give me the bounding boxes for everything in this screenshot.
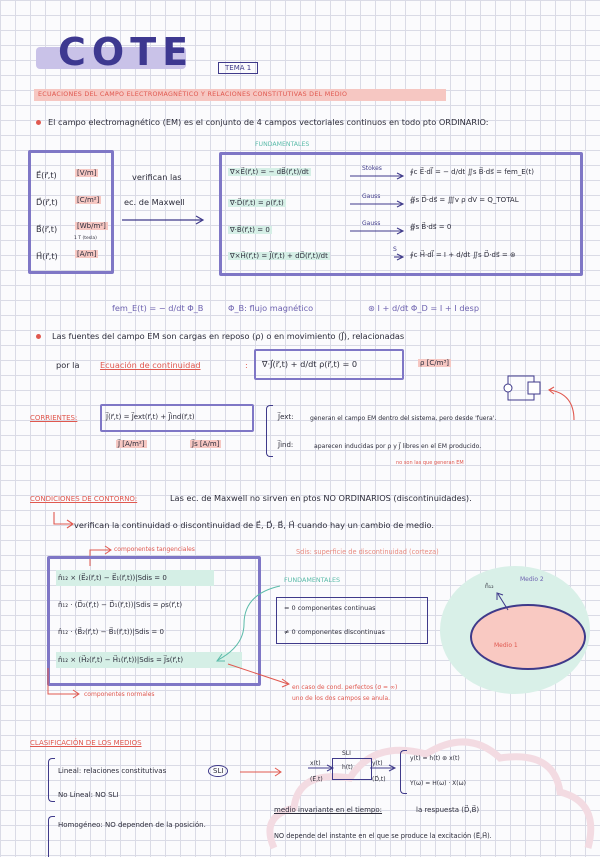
lineal-text: Lineal: relaciones constitutivas — [58, 767, 167, 775]
contorno-text2: verifican la continuidad o discontinuidad de E⃗, D⃗, B⃗, H⃗ cuando hay un cambio de medio. — [74, 520, 434, 530]
medio1-ellipse — [470, 604, 586, 670]
verify-line1: verifican las — [132, 172, 182, 182]
field-h: H⃗(r⃗,t) — [36, 251, 58, 261]
n12-label: n̂₁₂ — [485, 583, 494, 590]
maxwell-thm-3: Gauss — [362, 220, 381, 227]
section-title: ECUACIONES DEL CAMPO ELECTROMAGNÉTICO Y RELACIONES CONSTITUTIVAS DEL MEDIO — [38, 91, 348, 98]
tangential-label: componentes tangenciales — [114, 546, 195, 553]
star-eq: ⊛ I + d/dt Φ_D = I + I desp — [368, 303, 480, 313]
circuit-arrow — [544, 386, 584, 426]
sli-in-sub: (E⃗,t) — [310, 776, 323, 783]
sli-badge: SLI — [208, 765, 228, 777]
jind-text: aparecen inducidas por ρ y J⃗ libres en el EM producido. — [314, 443, 482, 450]
maxwell-diff-4: ∇×H⃗(r⃗,t) = J⃗(r⃗,t) + dD⃗(r⃗,t)/dt — [230, 252, 328, 260]
circuit-icon — [492, 372, 542, 406]
corrientes-label: CORRIENTES: — [30, 414, 78, 422]
bullet-sources — [36, 334, 41, 339]
contorno-label: CONDICIONES DE CONTORNO: — [30, 495, 138, 503]
invariante-text: la respuesta (D⃗,B⃗) — [416, 806, 480, 814]
jind-note: no son las que generan EM — [396, 460, 464, 466]
invariante-label: medio invariante en el tiempo: — [274, 806, 383, 814]
corrientes-brace — [266, 405, 273, 457]
contorno-eq-h: n̂₁₂ × (H⃗₂(r⃗,t) − H⃗₁(r⃗,t))|Sdis = J⃗s(r⃗,t) — [58, 656, 184, 664]
field-d: D⃗(r⃗,t) — [36, 197, 58, 207]
contorno-eq-e: n̂₁₂ × (E⃗₂(r⃗,t) − E⃗₁(r⃗,t))|Sdis = 0 — [58, 574, 167, 582]
maxwell-diff-1: ∇×E⃗(r⃗,t) = − dB⃗(r⃗,t)/dt — [230, 168, 309, 176]
corrientes-eq: J⃗(r⃗,t) = J⃗ext(r⃗,t) + J⃗ind(r⃗,t) — [106, 413, 195, 421]
rho-unit: ρ [C/m³] — [420, 359, 450, 367]
jext-label: J⃗ext: — [278, 413, 294, 421]
js-unit: J⃗s [A/m] — [192, 440, 220, 448]
maxwell-int-4: ∮c H⃗·dl⃗ = I + d/dt ∬s D⃗·ds⃗ = ⊛ — [410, 251, 516, 259]
sources-line1: Las fuentes del campo EM son cargas en reposo (ρ) o en movimiento (J⃗), relacionadas — [52, 331, 405, 341]
maxwell-fund-label: FUNDAMENTALES — [255, 141, 310, 148]
maxwell-thm-2: Gauss — [362, 193, 381, 200]
sources-line2-pre: por la — [56, 360, 80, 370]
medio2-label: Medio 2 — [520, 576, 544, 583]
jind-label: J⃗ind: — [278, 441, 294, 449]
maxwell-diff-2: ∇·D⃗(r⃗,t) = ρ(r⃗,t) — [230, 199, 284, 207]
jext-text: generan el campo EM dentro del sistema, pero desde 'fuera'. — [310, 415, 497, 422]
field-d-unit: [C/m²] — [77, 196, 100, 204]
perfect-line1: en caso de cond. perfectos (σ = ∞) — [292, 684, 398, 691]
sli-block: h(t) — [342, 764, 353, 771]
contorno-text1: Las ec. de Maxwell no sirven en ptos NO ORDINARIOS (discontinuidades). — [170, 493, 472, 503]
normal-vector-icon — [494, 590, 514, 612]
cont-discontinuas: ≠ 0 componentes discontinuas — [284, 628, 385, 636]
sli-out-sub: (D⃗,t) — [372, 776, 386, 783]
sli-block-title: SLI — [342, 750, 351, 757]
field-e-unit: [V/m] — [77, 169, 97, 177]
maxwell-int-1: ∮c E⃗·dl⃗ = − d/dt ∬s B⃗·ds⃗ = fem_E(t) — [410, 168, 534, 176]
medio1-label: Medio 1 — [494, 642, 518, 649]
conv-freq: Y(ω) = H(ω) · X(ω) — [410, 780, 466, 787]
perfect-arrow — [226, 660, 296, 690]
phi-b-def: Φ_B: flujo magnético — [228, 303, 314, 313]
field-b-unit: [Wb/m²] — [77, 222, 106, 230]
maxwell-diff-3: ∇·B⃗(r⃗,t) = 0 — [230, 226, 270, 234]
cont-continuas: = 0 componentes continuas — [284, 604, 376, 612]
field-b-note: 1 T (tesla) — [74, 236, 97, 241]
maxwell-thm-1: Stokes — [362, 165, 382, 172]
medios-brace — [48, 758, 55, 802]
continuity-eq: ∇·J⃗(r⃗,t) + d/dt ρ(r⃗,t) = 0 — [262, 359, 358, 369]
bullet-intro — [36, 120, 41, 125]
contorno-eq-d: n̂₁₂ · (D⃗₂(r⃗,t) − D⃗₁(r⃗,t))|Sdis = ρs(r⃗,t) — [58, 601, 183, 609]
medios-label: CLASIFICACIÓN DE LOS MEDIOS — [30, 739, 142, 747]
sli-in-label: x(t) — [310, 760, 321, 767]
j-unit: J⃗ [A/m²] — [118, 440, 145, 448]
verify-arrow — [120, 212, 210, 226]
field-b: B⃗(r⃗,t) — [36, 224, 58, 234]
normal-arrow — [46, 668, 86, 704]
nolineal-text: No Lineal: NO SLI — [58, 791, 119, 799]
verify-line2: ec. de Maxwell — [124, 197, 185, 207]
sli-out-label: y(t) — [372, 760, 383, 767]
sdis-label: Sdis: superficie de discontinuidad (corteza) — [296, 548, 439, 556]
fund-arrow — [214, 584, 284, 664]
field-e: E⃗(r⃗,t) — [36, 170, 57, 180]
page-title: COTE — [58, 30, 195, 74]
homogeneo-text: Homogéneo: NO dependen de la posición. — [58, 821, 206, 829]
intro-text: El campo electromagnético (EM) es el conjunto de 4 campos vectoriales continuos en todo pto ORDINARIO: — [48, 117, 489, 127]
maxwell-int-2: ∯s D⃗·ds⃗ = ∭v ρ dV = Q_TOTAL — [410, 196, 519, 204]
contorno-eq-b: n̂₁₂ · (B⃗₂(r⃗,t) − B⃗₁(r⃗,t))|Sdis = 0 — [58, 628, 164, 636]
sli-arrow — [238, 766, 288, 778]
normal-label: componentes normales — [84, 691, 155, 698]
maxwell-thm-4: S — [393, 246, 397, 253]
continuity-colon: : — [245, 360, 248, 370]
conv-brace — [400, 750, 407, 794]
fem-eq: fem_E(t) = − d/dt Φ_B — [112, 303, 204, 313]
maxwell-arrows — [348, 170, 408, 270]
perfect-line2: uno de los dos campos se anula. — [292, 695, 391, 702]
continuity-link: Ecuación de continuidad — [100, 360, 201, 370]
conv-time: y(t) = h(t) ⊛ x(t) — [410, 755, 460, 762]
field-h-unit: [A/m] — [77, 250, 97, 258]
contorno-fund-label: FUNDAMENTALES — [284, 576, 341, 584]
invariante-text2: NO depende del instante en el que se produce la excitación (E⃗,H⃗). — [274, 832, 492, 840]
maxwell-int-3: ∯s B⃗·ds⃗ = 0 — [410, 223, 452, 231]
tema-badge: TEMA 1 — [218, 62, 258, 74]
homogeneo-brace — [48, 816, 55, 857]
